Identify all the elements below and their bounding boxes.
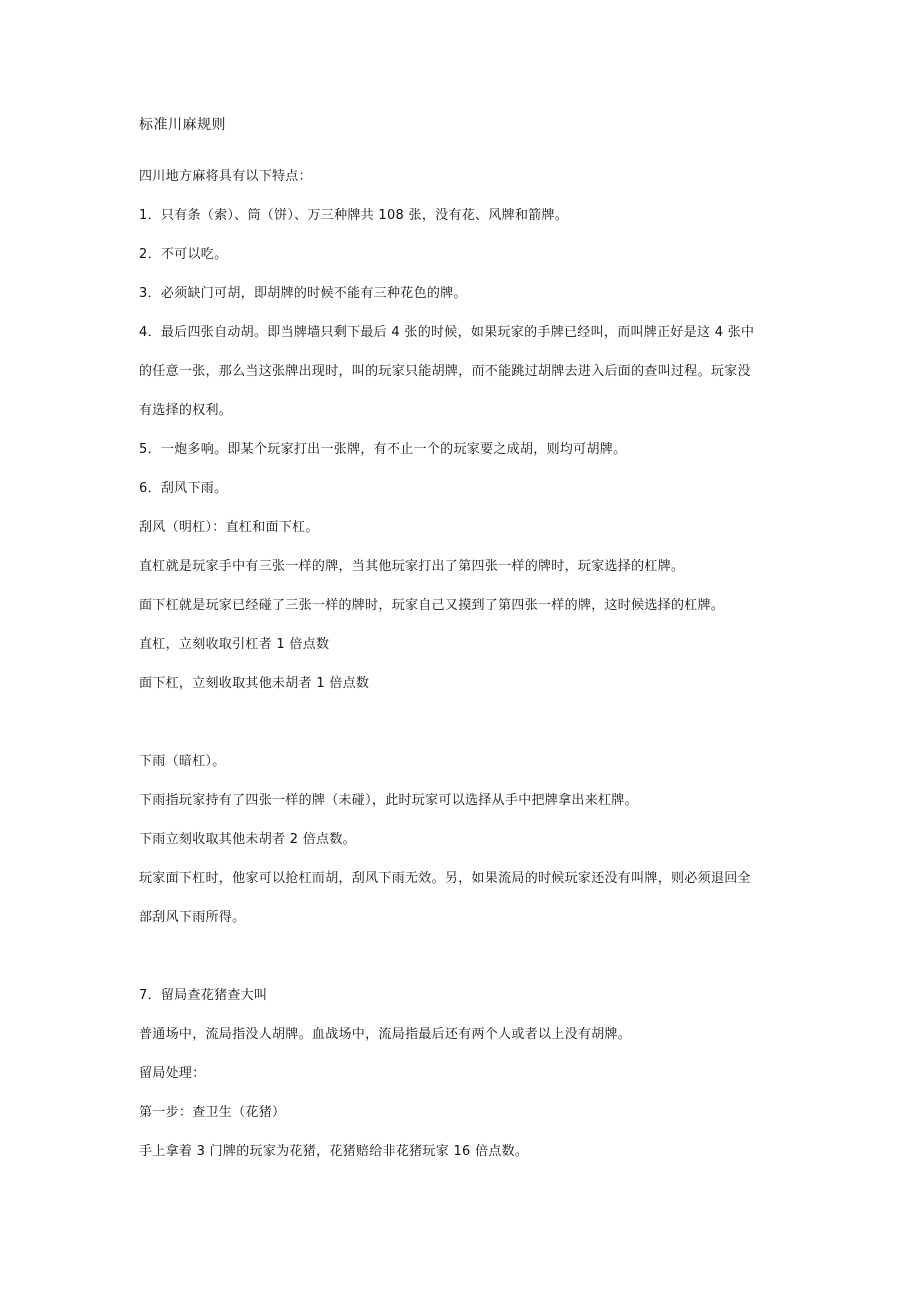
paragraph-line: 2．不可以吃。 [139, 247, 228, 262]
paragraph-line: 普通场中，流局指没人胡牌。血战场中，流局指最后还有两个人或者以上没有胡牌。 [139, 1027, 632, 1042]
document-title: 标准川麻规则 [139, 117, 226, 133]
paragraph-line: 的任意一张，那么当这张牌出现时，叫的玩家只能胡牌，而不能跳过胡牌去进入后面的查叫过程。玩家没 [139, 364, 751, 379]
paragraph-line: 6．刮风下雨。 [139, 481, 228, 496]
paragraph-line: 5．一炮多响。即某个玩家打出一张牌，有不止一个的玩家要之成胡，则均可胡牌。 [139, 442, 627, 457]
paragraph-line: 下雨指玩家持有了四张一样的牌（未碰），此时玩家可以选择从手中把牌拿出来杠牌。 [139, 793, 638, 808]
paragraph-line: 刮风（明杠）：直杠和面下杠。 [139, 520, 319, 535]
paragraph-line: 1．只有条（索）、筒（饼）、万三种牌共 108 张，没有花、风牌和箭牌。 [139, 208, 569, 223]
paragraph-line: 第一步：查卫生（花猪） [139, 1105, 286, 1120]
paragraph-line: 下雨（暗杠）。 [139, 754, 226, 769]
paragraph-line: 面下杠，立刻收取其他未胡者 1 倍点数 [139, 676, 370, 691]
paragraph-line: 面下杠就是玩家已经碰了三张一样的牌时，玩家自己又摸到了第四张一样的牌，这时候选择的杠牌。 [139, 598, 725, 613]
paragraph-line: 四川地方麻将具有以下特点： [139, 169, 312, 184]
paragraph-line: 玩家面下杠时，他家可以抢杠而胡，刮风下雨无效。另，如果流局的时候玩家还没有叫牌，则必须退回全 [139, 871, 751, 886]
paragraph-line: 下雨立刻收取其他未胡者 2 倍点数。 [139, 832, 356, 847]
paragraph-line: 手上拿着 3 门牌的玩家为花猪，花猪赔给非花猪玩家 16 倍点数。 [139, 1144, 529, 1159]
paragraph-line: 3．必须缺门可胡，即胡牌的时候不能有三种花色的牌。 [139, 286, 467, 301]
paragraph-line: 留局处理： [139, 1066, 206, 1081]
paragraph-line: 有选择的权利。 [139, 403, 233, 418]
paragraph-line: 7．留局查花猪查大叫 [139, 988, 268, 1003]
paragraph-line: 直杠，立刻收取引杠者 1 倍点数 [139, 637, 330, 652]
paragraph-line: 直杠就是玩家手中有三张一样的牌，当其他玩家打出了第四张一样的牌时，玩家选择的杠牌。 [139, 559, 685, 574]
paragraph-line: 部刮风下雨所得。 [139, 910, 246, 925]
paragraph-line: 4．最后四张自动胡。即当牌墙只剩下最后 4 张的时候，如果玩家的手牌已经叫，而叫牌正好是这 4 张中 [139, 325, 755, 340]
